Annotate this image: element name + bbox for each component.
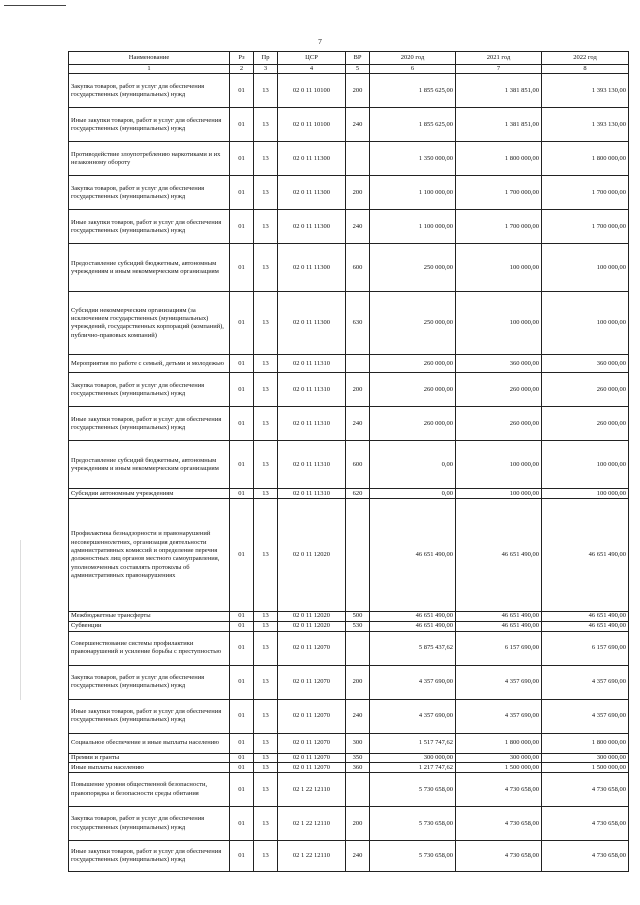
- cell-csr: 02 0 11 12070: [278, 763, 346, 773]
- cell-2022: 4 730 658,00: [542, 773, 629, 807]
- cell-2021: 260 000,00: [456, 407, 542, 441]
- cell-vr: 500: [346, 612, 370, 621]
- cell-rz: 01: [230, 292, 254, 355]
- cell-2020: 0,00: [370, 441, 456, 489]
- cell-pr: 13: [254, 841, 278, 872]
- cell-name: Закупка товаров, работ и услуг для обеспечения государственных (муниципальных) нужд: [69, 176, 230, 210]
- table-row: [69, 763, 629, 773]
- cell-rz: 01: [230, 612, 254, 621]
- cell-2021: 1 800 000,00: [456, 733, 542, 753]
- cell-rz: 01: [230, 108, 254, 142]
- cell-name: Премии и гранты: [69, 753, 230, 762]
- table-row: [69, 631, 629, 665]
- cell-2020: 46 651 490,00: [370, 499, 456, 612]
- col-number: 3: [254, 65, 278, 74]
- cell-2020: 260 000,00: [370, 373, 456, 407]
- cell-2022: 46 651 490,00: [542, 499, 629, 612]
- cell-csr: 02 0 11 12070: [278, 733, 346, 753]
- header-row: [69, 52, 629, 65]
- cell-name: Предоставление субсидий бюджетным, автономным учреждениям и иным некоммерческим организациям: [69, 244, 230, 292]
- cell-vr: 350: [346, 753, 370, 762]
- cell-csr: 02 0 11 11310: [278, 489, 346, 499]
- cell-2020: 5 730 658,00: [370, 807, 456, 841]
- cell-pr: 13: [254, 142, 278, 176]
- cell-2021: 4 730 658,00: [456, 807, 542, 841]
- table-row: [69, 699, 629, 733]
- cell-rz: 01: [230, 176, 254, 210]
- cell-pr: 13: [254, 108, 278, 142]
- cell-rz: 01: [230, 489, 254, 499]
- cell-2022: 100 000,00: [542, 292, 629, 355]
- cell-2020: 300 000,00: [370, 753, 456, 762]
- cell-2020: 1 855 625,00: [370, 108, 456, 142]
- table-row: [69, 489, 629, 499]
- cell-2021: 100 000,00: [456, 441, 542, 489]
- cell-rz: 01: [230, 807, 254, 841]
- table-row: [69, 841, 629, 872]
- table-row: [69, 773, 629, 807]
- cell-2020: 1 217 747,62: [370, 763, 456, 773]
- cell-rz: 01: [230, 441, 254, 489]
- cell-2022: 100 000,00: [542, 244, 629, 292]
- cell-name: Субвенции: [69, 621, 230, 631]
- cell-name: Иные закупки товаров, работ и услуг для обеспечения государственных (муниципальных) нужд: [69, 210, 230, 244]
- cell-vr: 240: [346, 407, 370, 441]
- table-row: [69, 176, 629, 210]
- cell-2022: 4 357 690,00: [542, 665, 629, 699]
- cell-rz: 01: [230, 74, 254, 108]
- cell-2021: 4 730 658,00: [456, 841, 542, 872]
- cell-2020: 250 000,00: [370, 244, 456, 292]
- cell-vr: 240: [346, 699, 370, 733]
- cell-2022: 100 000,00: [542, 441, 629, 489]
- cell-rz: 01: [230, 499, 254, 612]
- table-row: [69, 407, 629, 441]
- cell-2020: 1 517 747,62: [370, 733, 456, 753]
- cell-name: Противодействие злоупотреблению наркотиками и их незаконному обороту: [69, 142, 230, 176]
- cell-vr: 600: [346, 244, 370, 292]
- cell-2022: 260 000,00: [542, 407, 629, 441]
- cell-2020: 260 000,00: [370, 407, 456, 441]
- cell-rz: 01: [230, 631, 254, 665]
- cell-rz: 01: [230, 210, 254, 244]
- cell-name: Закупка товаров, работ и услуг для обеспечения государственных (муниципальных) нужд: [69, 74, 230, 108]
- cell-csr: 02 0 11 10100: [278, 108, 346, 142]
- cell-pr: 13: [254, 489, 278, 499]
- cell-pr: 13: [254, 373, 278, 407]
- cell-2022: 46 651 490,00: [542, 612, 629, 621]
- cell-2021: 360 000,00: [456, 355, 542, 373]
- cell-rz: 01: [230, 373, 254, 407]
- cell-name: Социальное обеспечение и иные выплаты населению: [69, 733, 230, 753]
- cell-pr: 13: [254, 631, 278, 665]
- cell-2020: 1 100 000,00: [370, 176, 456, 210]
- cell-2020: 4 357 690,00: [370, 665, 456, 699]
- cell-rz: 01: [230, 355, 254, 373]
- cell-vr: 300: [346, 733, 370, 753]
- cell-2020: 4 357 690,00: [370, 699, 456, 733]
- cell-vr: [346, 499, 370, 612]
- cell-2020: 5 875 437,62: [370, 631, 456, 665]
- cell-pr: 13: [254, 753, 278, 762]
- cell-2022: 46 651 490,00: [542, 621, 629, 631]
- cell-pr: 13: [254, 176, 278, 210]
- budget-table: [68, 51, 629, 872]
- cell-rz: 01: [230, 621, 254, 631]
- cell-vr: [346, 142, 370, 176]
- cell-pr: 13: [254, 74, 278, 108]
- cell-pr: 13: [254, 407, 278, 441]
- cell-vr: 200: [346, 373, 370, 407]
- cell-csr: 02 1 22 12110: [278, 807, 346, 841]
- cell-vr: 620: [346, 489, 370, 499]
- cell-2022: 100 000,00: [542, 489, 629, 499]
- table-row: [69, 108, 629, 142]
- cell-2021: 100 000,00: [456, 292, 542, 355]
- cell-2020: 1 350 000,00: [370, 142, 456, 176]
- column-number-row: [69, 65, 629, 74]
- cell-2021: 100 000,00: [456, 244, 542, 292]
- cell-rz: 01: [230, 733, 254, 753]
- cell-name: Субсидии автономным учреждениям: [69, 489, 230, 499]
- cell-2021: 4 357 690,00: [456, 665, 542, 699]
- cell-2021: 100 000,00: [456, 489, 542, 499]
- table-row: [69, 612, 629, 621]
- cell-name: Иные закупки товаров, работ и услуг для обеспечения государственных (муниципальных) нужд: [69, 108, 230, 142]
- table-row: [69, 244, 629, 292]
- cell-pr: 13: [254, 244, 278, 292]
- cell-rz: 01: [230, 773, 254, 807]
- col-header-pr: Пр: [254, 52, 278, 65]
- cell-2021: 46 651 490,00: [456, 499, 542, 612]
- table-row: [69, 74, 629, 108]
- cell-2021: 1 700 000,00: [456, 210, 542, 244]
- cell-name: Предоставление субсидий бюджетным, автономным учреждениям и иным некоммерческим организациям: [69, 441, 230, 489]
- cell-csr: 02 0 11 11310: [278, 373, 346, 407]
- cell-2022: 4 730 658,00: [542, 807, 629, 841]
- cell-2022: 1 393 130,00: [542, 108, 629, 142]
- cell-2022: 4 357 690,00: [542, 699, 629, 733]
- col-header-csr: ЦСР: [278, 52, 346, 65]
- cell-2021: 260 000,00: [456, 373, 542, 407]
- cell-csr: 02 0 11 12070: [278, 631, 346, 665]
- table-row: [69, 142, 629, 176]
- cell-2022: 300 000,00: [542, 753, 629, 762]
- cell-pr: 13: [254, 665, 278, 699]
- cell-rz: 01: [230, 763, 254, 773]
- cell-pr: 13: [254, 621, 278, 631]
- col-number: 7: [456, 65, 542, 74]
- cell-rz: 01: [230, 407, 254, 441]
- cell-2020: 1 100 000,00: [370, 210, 456, 244]
- cell-2022: 1 700 000,00: [542, 176, 629, 210]
- cell-2020: 260 000,00: [370, 355, 456, 373]
- cell-vr: 600: [346, 441, 370, 489]
- cell-vr: 240: [346, 108, 370, 142]
- cell-2022: 1 700 000,00: [542, 210, 629, 244]
- table-row: [69, 753, 629, 762]
- cell-2022: 1 800 000,00: [542, 733, 629, 753]
- cell-csr: 02 0 11 12020: [278, 621, 346, 631]
- cell-2022: 4 730 658,00: [542, 841, 629, 872]
- col-number: 1: [69, 65, 230, 74]
- cell-vr: [346, 773, 370, 807]
- cell-csr: 02 0 11 11310: [278, 407, 346, 441]
- cell-vr: 630: [346, 292, 370, 355]
- cell-2020: 250 000,00: [370, 292, 456, 355]
- cell-2021: 300 000,00: [456, 753, 542, 762]
- cell-2022: 1 500 000,00: [542, 763, 629, 773]
- cell-2022: 6 157 690,00: [542, 631, 629, 665]
- table-row: [69, 665, 629, 699]
- table-row: [69, 733, 629, 753]
- cell-2021: 46 651 490,00: [456, 621, 542, 631]
- col-number: 8: [542, 65, 629, 74]
- cell-csr: 02 0 11 11300: [278, 176, 346, 210]
- cell-name: Межбюджетные трансферты: [69, 612, 230, 621]
- cell-csr: 02 0 11 11310: [278, 441, 346, 489]
- cell-name: Иные закупки товаров, работ и услуг для обеспечения государственных (муниципальных) нужд: [69, 407, 230, 441]
- cell-name: Иные выплаты населению: [69, 763, 230, 773]
- col-header-vr: ВР: [346, 52, 370, 65]
- cell-pr: 13: [254, 612, 278, 621]
- cell-csr: 02 0 11 11310: [278, 355, 346, 373]
- cell-name: Повышение уровня общественной безопасности, правопорядка и безопасности среды обитания: [69, 773, 230, 807]
- cell-2021: 1 381 851,00: [456, 74, 542, 108]
- cell-vr: 200: [346, 807, 370, 841]
- cell-pr: 13: [254, 699, 278, 733]
- col-number: 4: [278, 65, 346, 74]
- cell-csr: 02 0 11 11300: [278, 244, 346, 292]
- col-header-2021: 2021 год: [456, 52, 542, 65]
- cell-csr: 02 0 11 11300: [278, 210, 346, 244]
- cell-vr: 240: [346, 841, 370, 872]
- corner-rule: [4, 5, 66, 6]
- cell-name: Закупка товаров, работ и услуг для обеспечения государственных (муниципальных) нужд: [69, 665, 230, 699]
- cell-vr: 200: [346, 74, 370, 108]
- cell-vr: 200: [346, 176, 370, 210]
- cell-2022: 1 800 000,00: [542, 142, 629, 176]
- cell-rz: 01: [230, 142, 254, 176]
- col-header-name: Наименование: [69, 52, 230, 65]
- cell-csr: 02 0 11 11300: [278, 292, 346, 355]
- cell-name: Закупка товаров, работ и услуг для обеспечения государственных (муниципальных) нужд: [69, 373, 230, 407]
- cell-2021: 4 357 690,00: [456, 699, 542, 733]
- cell-rz: 01: [230, 665, 254, 699]
- table-row: [69, 355, 629, 373]
- cell-csr: 02 1 22 12110: [278, 773, 346, 807]
- table-row: [69, 621, 629, 631]
- cell-pr: 13: [254, 763, 278, 773]
- cell-pr: 13: [254, 292, 278, 355]
- cell-vr: 530: [346, 621, 370, 631]
- table-row: [69, 499, 629, 612]
- cell-2020: 5 730 658,00: [370, 773, 456, 807]
- cell-vr: 200: [346, 665, 370, 699]
- cell-pr: 13: [254, 807, 278, 841]
- col-number: 6: [370, 65, 456, 74]
- cell-csr: 02 1 22 12110: [278, 841, 346, 872]
- col-number: 5: [346, 65, 370, 74]
- cell-rz: 01: [230, 753, 254, 762]
- cell-2020: 0,00: [370, 489, 456, 499]
- cell-vr: 240: [346, 210, 370, 244]
- cell-2021: 1 500 000,00: [456, 763, 542, 773]
- table-row: [69, 441, 629, 489]
- cell-2021: 6 157 690,00: [456, 631, 542, 665]
- cell-pr: 13: [254, 355, 278, 373]
- cell-2022: 1 393 130,00: [542, 74, 629, 108]
- cell-2020: 1 855 625,00: [370, 74, 456, 108]
- cell-2021: 46 651 490,00: [456, 612, 542, 621]
- cell-name: Иные закупки товаров, работ и услуг для обеспечения государственных (муниципальных) нужд: [69, 841, 230, 872]
- cell-2022: 260 000,00: [542, 373, 629, 407]
- cell-rz: 01: [230, 841, 254, 872]
- cell-2020: 46 651 490,00: [370, 612, 456, 621]
- cell-csr: 02 0 11 12020: [278, 499, 346, 612]
- cell-csr: 02 0 11 10100: [278, 74, 346, 108]
- cell-csr: 02 0 11 12020: [278, 612, 346, 621]
- cell-name: Профилактика безнадзорности и правонарушений несовершеннолетних, организация деятельности административных комиссий и определение перечня должностных лиц органов местного самоуправления, уполномоченных составлять протоколы об административных правонарушениях: [69, 499, 230, 612]
- cell-pr: 13: [254, 733, 278, 753]
- cell-name: Мероприятия по работе с семьей, детьми и молодежью: [69, 355, 230, 373]
- cell-2021: 1 700 000,00: [456, 176, 542, 210]
- cell-rz: 01: [230, 699, 254, 733]
- table-row: [69, 210, 629, 244]
- cell-csr: 02 0 11 12070: [278, 665, 346, 699]
- col-number: 2: [230, 65, 254, 74]
- cell-pr: 13: [254, 441, 278, 489]
- col-header-2022: 2022 год: [542, 52, 629, 65]
- cell-2020: 5 730 658,00: [370, 841, 456, 872]
- cell-pr: 13: [254, 210, 278, 244]
- cell-name: Иные закупки товаров, работ и услуг для обеспечения государственных (муниципальных) нужд: [69, 699, 230, 733]
- cell-name: Совершенствование системы профилактики правонарушений и усиление борьбы с преступностью: [69, 631, 230, 665]
- cell-2021: 1 800 000,00: [456, 142, 542, 176]
- scan-artifact: [20, 540, 21, 700]
- cell-name: Закупка товаров, работ и услуг для обеспечения государственных (муниципальных) нужд: [69, 807, 230, 841]
- table-row: [69, 292, 629, 355]
- cell-2021: 1 381 851,00: [456, 108, 542, 142]
- col-header-rz: Рз: [230, 52, 254, 65]
- cell-csr: 02 0 11 12070: [278, 753, 346, 762]
- cell-vr: 360: [346, 763, 370, 773]
- cell-vr: [346, 355, 370, 373]
- cell-2020: 46 651 490,00: [370, 621, 456, 631]
- cell-csr: 02 0 11 12070: [278, 699, 346, 733]
- cell-2021: 4 730 658,00: [456, 773, 542, 807]
- table-row: [69, 807, 629, 841]
- cell-rz: 01: [230, 244, 254, 292]
- cell-name: Субсидии некоммерческим организациям (за исключением государственных (муниципальных) учреждений, государственных корпораций (компаний), публично-правовых компаний): [69, 292, 230, 355]
- cell-csr: 02 0 11 11300: [278, 142, 346, 176]
- cell-vr: [346, 631, 370, 665]
- cell-pr: 13: [254, 773, 278, 807]
- cell-pr: 13: [254, 499, 278, 612]
- page-number: 7: [318, 37, 322, 46]
- cell-2022: 360 000,00: [542, 355, 629, 373]
- col-header-2020: 2020 год: [370, 52, 456, 65]
- table-row: [69, 373, 629, 407]
